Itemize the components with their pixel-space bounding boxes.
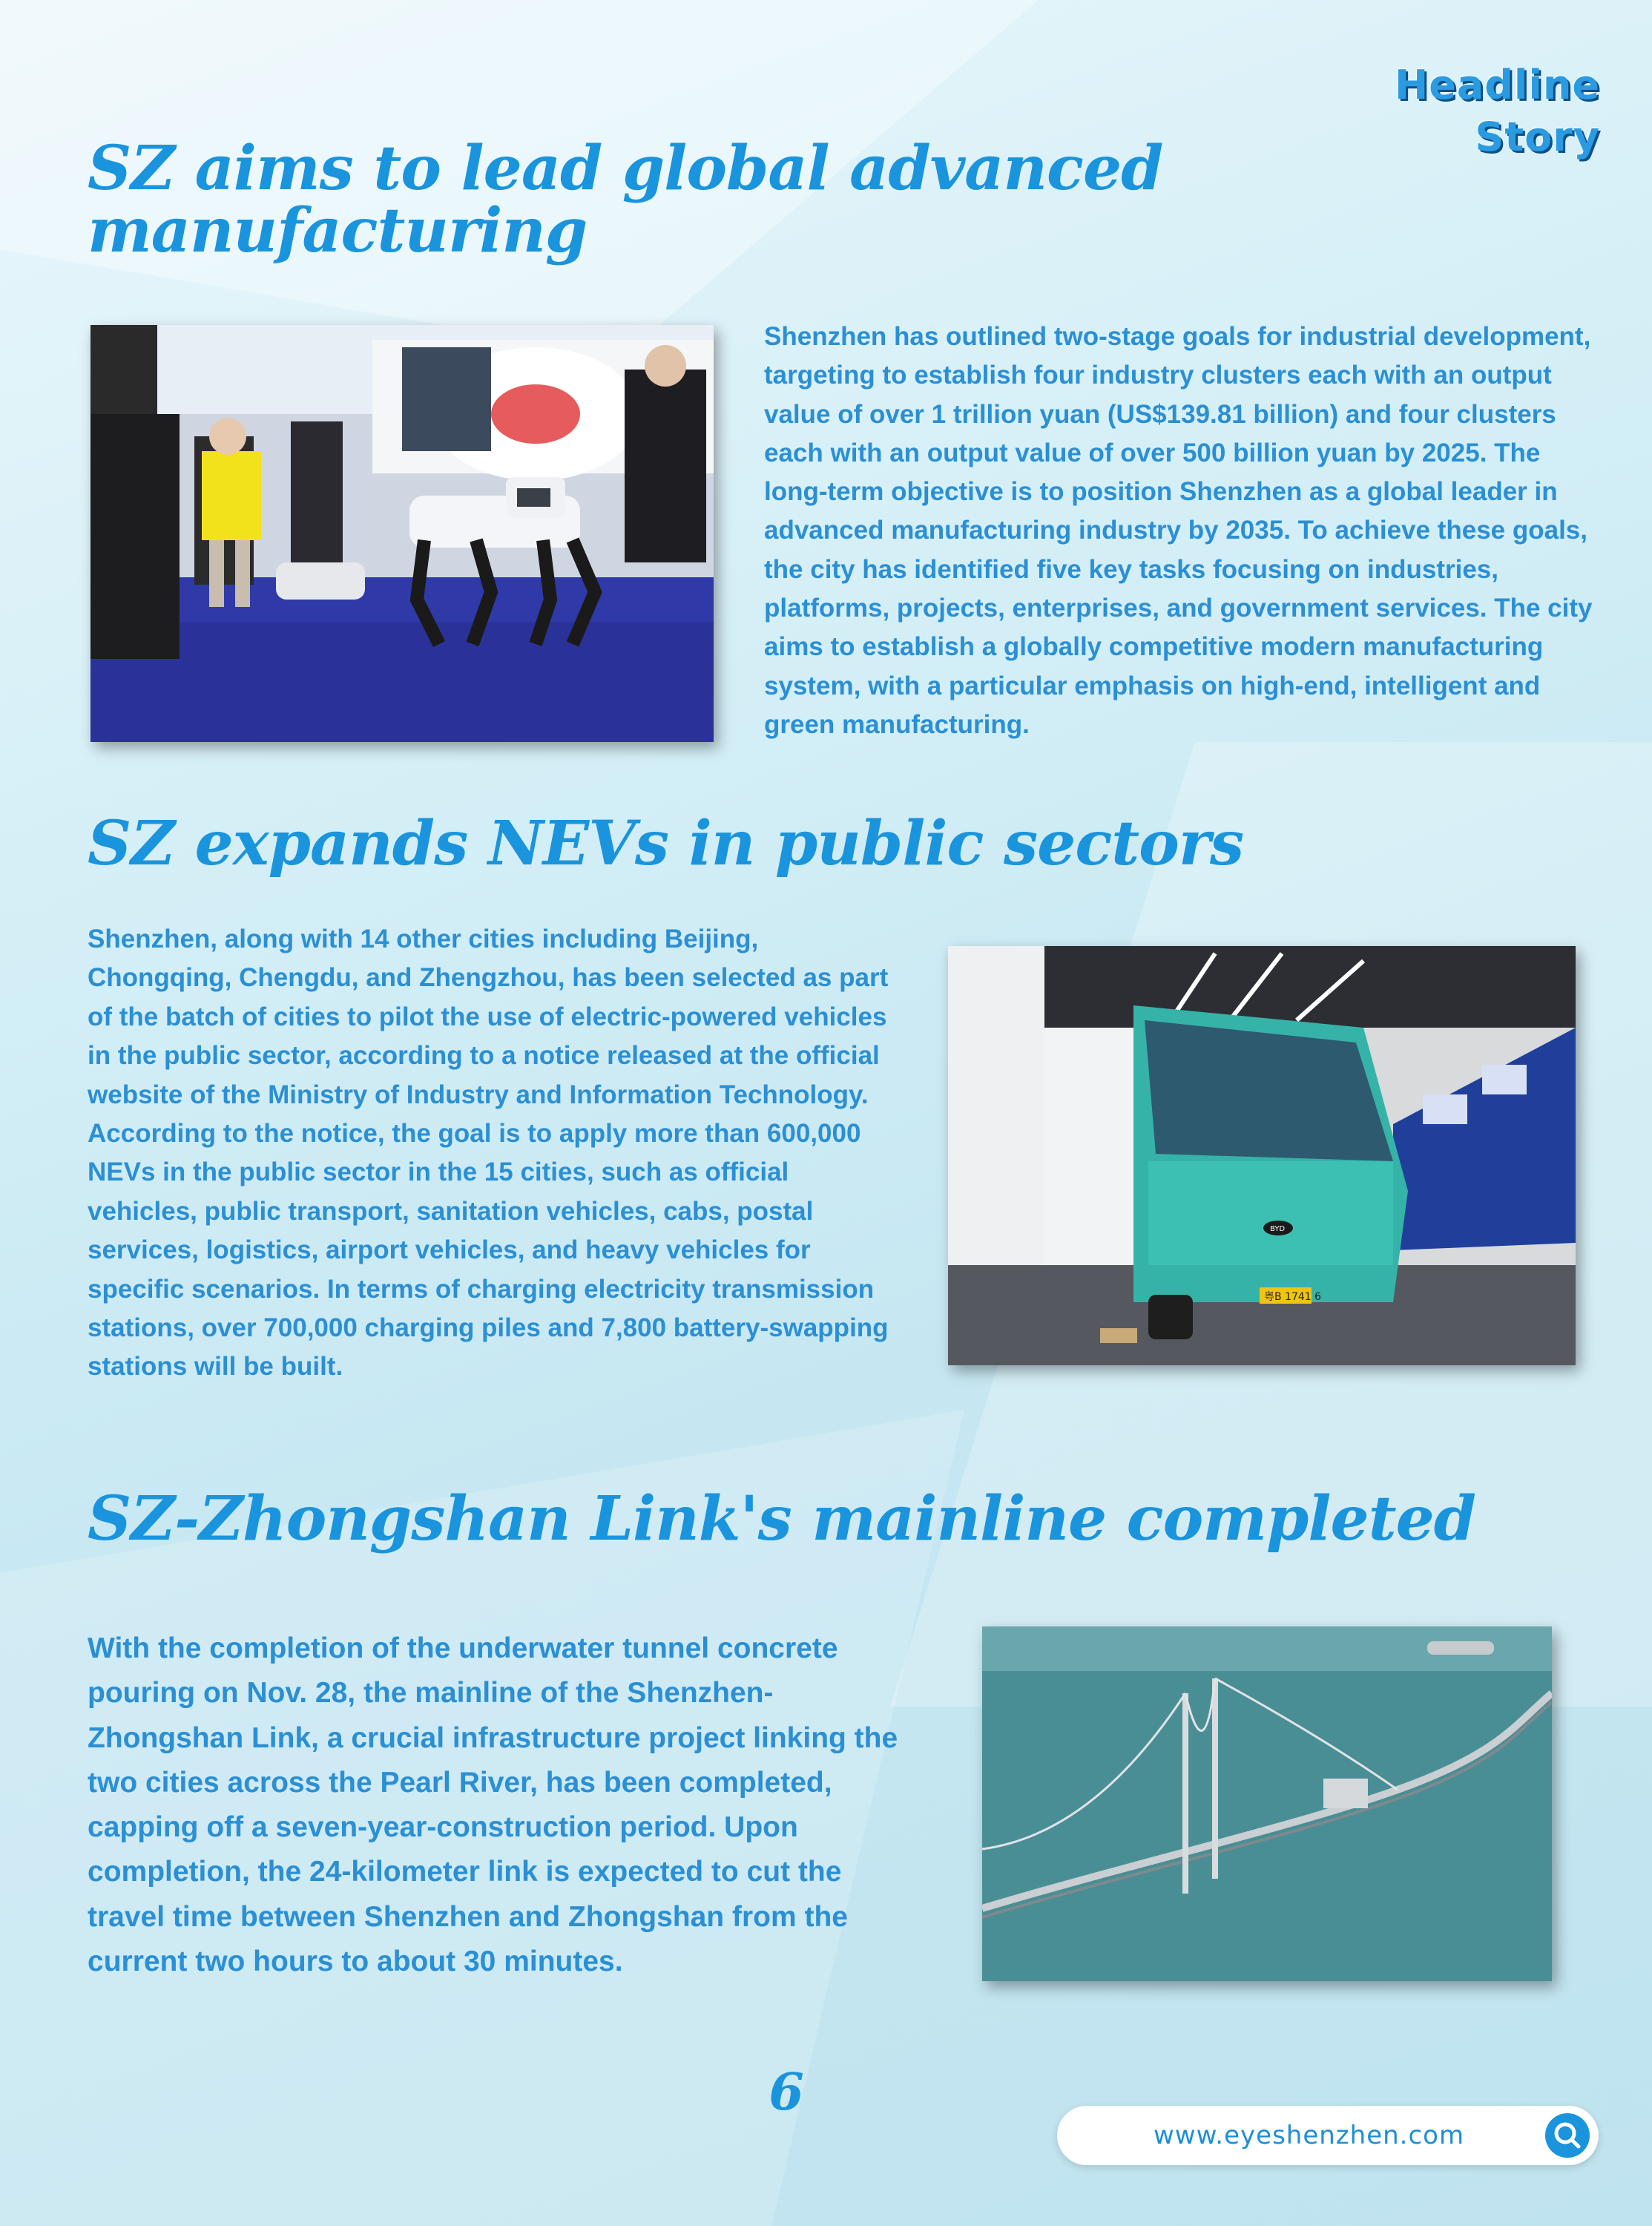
section-label-line1: Headline	[1395, 62, 1600, 108]
article-3-title: SZ-Zhongshan Link's mainline completed	[88, 1483, 1476, 1554]
section-label	[1395, 59, 1600, 163]
article-1-body: Shenzhen has outlined two-stage goals for industrial development, targeting to establish four industry clusters each with an output value of over 1 trillion yuan (US$139.81 billion) and four clusters each with an output value of over 500 billion yuan by 2025. The long-term objective is to position Shenzhen as a global leader in advanced manufacturing industry by 2035. To achieve these goals, the city has identified five key tasks focusing on industries, platforms, projects, enterprises, and government services. The city aims to establish a globally competitive modern manufacturing system, with a particular emphasis on high-end, intelligent and green manufacturing.	[764, 322, 1593, 739]
website-url[interactable]: www.eyeshenzhen.com	[1154, 2121, 1465, 2150]
bridge-aerial-photo	[982, 1626, 1552, 1981]
page-number: 6	[769, 2063, 804, 2122]
section-label-line2: Story	[1475, 114, 1600, 160]
svg-text:BYD: BYD	[1270, 1225, 1286, 1233]
article-1-title-line1: SZ aims to lead global advanced	[88, 133, 1163, 204]
article-2-title: SZ expands NEVs in public sectors	[88, 808, 1244, 879]
article-3-body: With the completion of the underwater tunnel concrete pouring on Nov. 28, the mainline of the Shenzhen-Zhongshan Link, a crucial infrastructure project linking the two cities across the Pearl River, has been completed, capping off a seven-year-construction period. Upon completion, the 24-kilometer link is expected to cut the travel time between Shenzhen and Zhongshan from the current two hours to about 30 minutes.	[88, 1632, 898, 1978]
website-link-bar[interactable]	[1057, 2106, 1599, 2165]
article-2-body: Shenzhen, along with 14 other cities including Beijing, Chongqing, Chengdu, and Zhengzhou, has been selected as part of the batch of cities to pilot the use of electric-powered vehicles in the public sector, according to a notice released at the official website of the Ministry of Industry and Information Technology. According to the notice, the goal is to apply more than 600,000 NEVs in the public sector in the 15 cities, such as official vehicles, public transport, sanitation vehicles, cabs, postal services, logistics, airport vehicles, and heavy vehicles for specific scenarios. In terms of charging electricity transmission stations, over 700,000 charging piles and 7,800 battery-swapping stations will be built.	[88, 925, 889, 1382]
electric-bus-photo	[948, 946, 1576, 1365]
search-icon	[1545, 2113, 1590, 2158]
svg-text:粤B 1741 6: 粤B 1741 6	[1264, 1291, 1322, 1303]
search-button[interactable]	[1545, 2113, 1590, 2158]
robot-dog-exhibition-photo	[91, 325, 714, 742]
article-1-title	[88, 133, 1200, 266]
article-1-title-line2: manufacturing	[88, 195, 588, 266]
